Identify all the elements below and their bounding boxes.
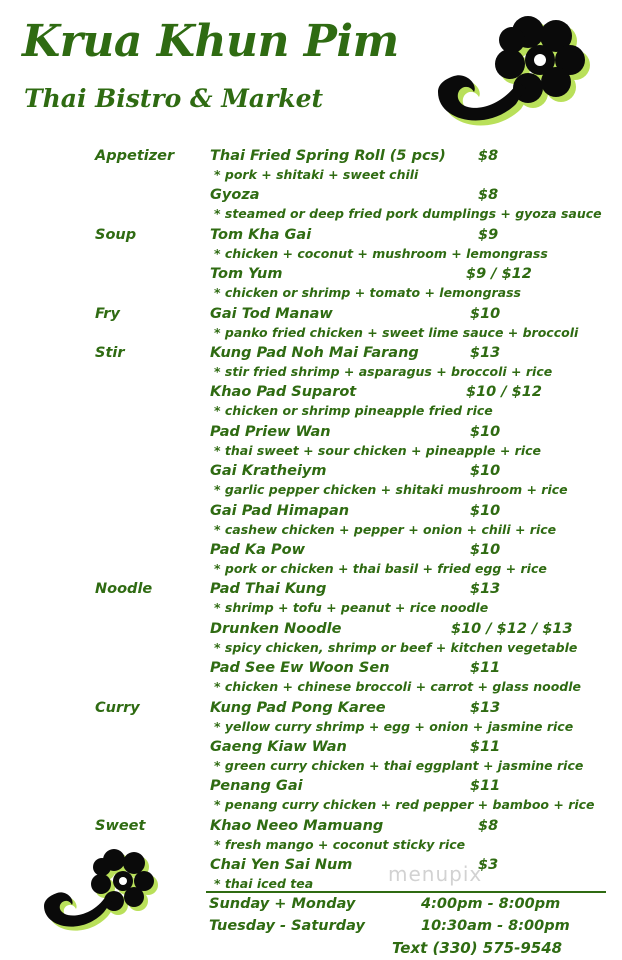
menu-item-description: * green curry chicken + thai eggplant + jasmine rice <box>214 758 584 773</box>
menu-item-name: Penang Gai <box>210 778 303 794</box>
menu-item-price: $3 <box>478 857 499 873</box>
menu-item <box>0 739 622 773</box>
menu-item-description: * shrimp + tofu + peanut + rice noodle <box>214 600 489 615</box>
menu-item-price: $11 <box>470 739 501 755</box>
menu-item-description: * chicken or shrimp pineapple fried rice <box>214 403 493 418</box>
menu-item <box>0 542 622 576</box>
menu-item <box>0 778 622 812</box>
menu-item <box>0 424 622 458</box>
menu-item-name: Pad Priew Wan <box>210 424 331 440</box>
hours-time: 10:30am - 8:00pm <box>421 918 570 934</box>
menu-item <box>0 818 622 852</box>
menu-item-name: Gai Pad Himapan <box>210 503 350 519</box>
menu-item-price: $8 <box>478 148 499 164</box>
menu-item <box>0 227 622 261</box>
menu-category: Appetizer <box>95 148 175 164</box>
menu-item-price: $13 <box>470 700 501 716</box>
menu-item-description: * chicken + coconut + mushroom + lemongrass <box>214 246 548 261</box>
hours-time: 4:00pm - 8:00pm <box>421 896 561 912</box>
menu-category: Soup <box>95 227 137 243</box>
menu-item-description: * cashew chicken + pepper + onion + chili + rice <box>214 522 557 537</box>
menu-item-name: Kung Pad Noh Mai Farang <box>210 345 419 361</box>
menu-category: Sweet <box>95 818 146 834</box>
menu-item <box>0 266 622 300</box>
menu-item-price: $10 <box>470 424 501 440</box>
menu-item-name: Drunken Noodle <box>210 621 342 637</box>
menu-item-price: $10 <box>470 503 501 519</box>
menu-item <box>0 148 622 182</box>
menu-item-description: * pork + shitaki + sweet chili <box>214 167 419 182</box>
hours-divider <box>206 891 606 893</box>
menu-item-price: $10 <box>470 542 501 558</box>
restaurant-name: Krua Khun Pim <box>22 16 399 67</box>
menu-item-name: Tom Kha Gai <box>210 227 312 243</box>
hours-days: Sunday + Monday <box>209 896 356 912</box>
menu-item-price: $10 <box>470 463 501 479</box>
menu-item-price: $13 <box>470 581 501 597</box>
menu-item-description: * panko fried chicken + sweet lime sauce + broccoli <box>214 325 579 340</box>
menu-category: Stir <box>95 345 125 361</box>
menu-item <box>0 187 622 221</box>
menu-item-description: * garlic pepper chicken + shitaki mushroom + rice <box>214 482 568 497</box>
menu-item <box>0 384 622 418</box>
menu-item <box>0 857 622 891</box>
menu-item <box>0 306 622 340</box>
menu-item-name: Khao Pad Suparot <box>210 384 357 400</box>
menu-item-name: Khao Neeo Mamuang <box>210 818 384 834</box>
menu-item-name: Gaeng Kiaw Wan <box>210 739 347 755</box>
menu-item <box>0 660 622 694</box>
menu-item-name: Chai Yen Sai Num <box>210 857 353 873</box>
menu-category: Noodle <box>95 581 153 597</box>
menu-item-description: * chicken or shrimp + tomato + lemongrass <box>214 285 521 300</box>
menu-item-price: $13 <box>470 345 501 361</box>
menu-item <box>0 463 622 497</box>
menu-item-description: * thai iced tea <box>214 876 314 891</box>
hours-days: Tuesday - Saturday <box>209 918 365 934</box>
menu-item-description: * thai sweet + sour chicken + pineapple + rice <box>214 443 542 458</box>
menu-item-name: Kung Pad Pong Karee <box>210 700 386 716</box>
menu-item-description: * stir fried shrimp + asparagus + broccoli + rice <box>214 364 553 379</box>
menu-item-price: $11 <box>470 778 501 794</box>
menu-item-price: $10 / $12 / $13 <box>451 621 573 637</box>
menu-item-name: Pad Ka Pow <box>210 542 305 558</box>
menu-item-price: $9 <box>478 227 499 243</box>
menu-item-description: * spicy chicken, shrimp or beef + kitchen vegetable <box>214 640 578 655</box>
menu-item <box>0 700 622 734</box>
restaurant-subtitle: Thai Bistro & Market <box>24 84 324 113</box>
menu-item-name: Thai Fried Spring Roll (5 pcs) <box>210 148 446 164</box>
menu-item-price: $11 <box>470 660 501 676</box>
menu-item-price: $10 <box>470 306 501 322</box>
menu-item-price: $9 / $12 <box>466 266 532 282</box>
menu-item-name: Pad See Ew Woon Sen <box>210 660 390 676</box>
menu-item-name: Gai Kratheiym <box>210 463 327 479</box>
menu-item <box>0 621 622 655</box>
menu-category: Curry <box>95 700 140 716</box>
menu-item-description: * steamed or deep fried pork dumplings + gyoza sauce <box>214 206 602 221</box>
menu-item-price: $10 / $12 <box>466 384 542 400</box>
menu-item <box>0 581 622 615</box>
menu-item-name: Tom Yum <box>210 266 283 282</box>
menu-item-name: Pad Thai Kung <box>210 581 327 597</box>
menu-item-name: Gai Tod Manaw <box>210 306 333 322</box>
menu-item <box>0 345 622 379</box>
menu-item-description: * yellow curry shrimp + egg + onion + jasmine rice <box>214 719 574 734</box>
contact-phone: Text (330) 575-9548 <box>392 939 563 957</box>
menu-item <box>0 503 622 537</box>
watermark: menupix <box>388 862 483 886</box>
menu-item-name: Gyoza <box>210 187 260 203</box>
menu-item-price: $8 <box>478 818 499 834</box>
menu-item-price: $8 <box>478 187 499 203</box>
menu-item-description: * fresh mango + coconut sticky rice <box>214 837 466 852</box>
flower-swirl-icon <box>428 12 600 134</box>
menu-item-description: * penang curry chicken + red pepper + bamboo + rice <box>214 797 595 812</box>
menu-item-description: * pork or chicken + thai basil + fried egg + rice <box>214 561 547 576</box>
menu-category: Fry <box>95 306 120 322</box>
menu-item-description: * chicken + chinese broccoli + carrot + glass noodle <box>214 679 582 694</box>
